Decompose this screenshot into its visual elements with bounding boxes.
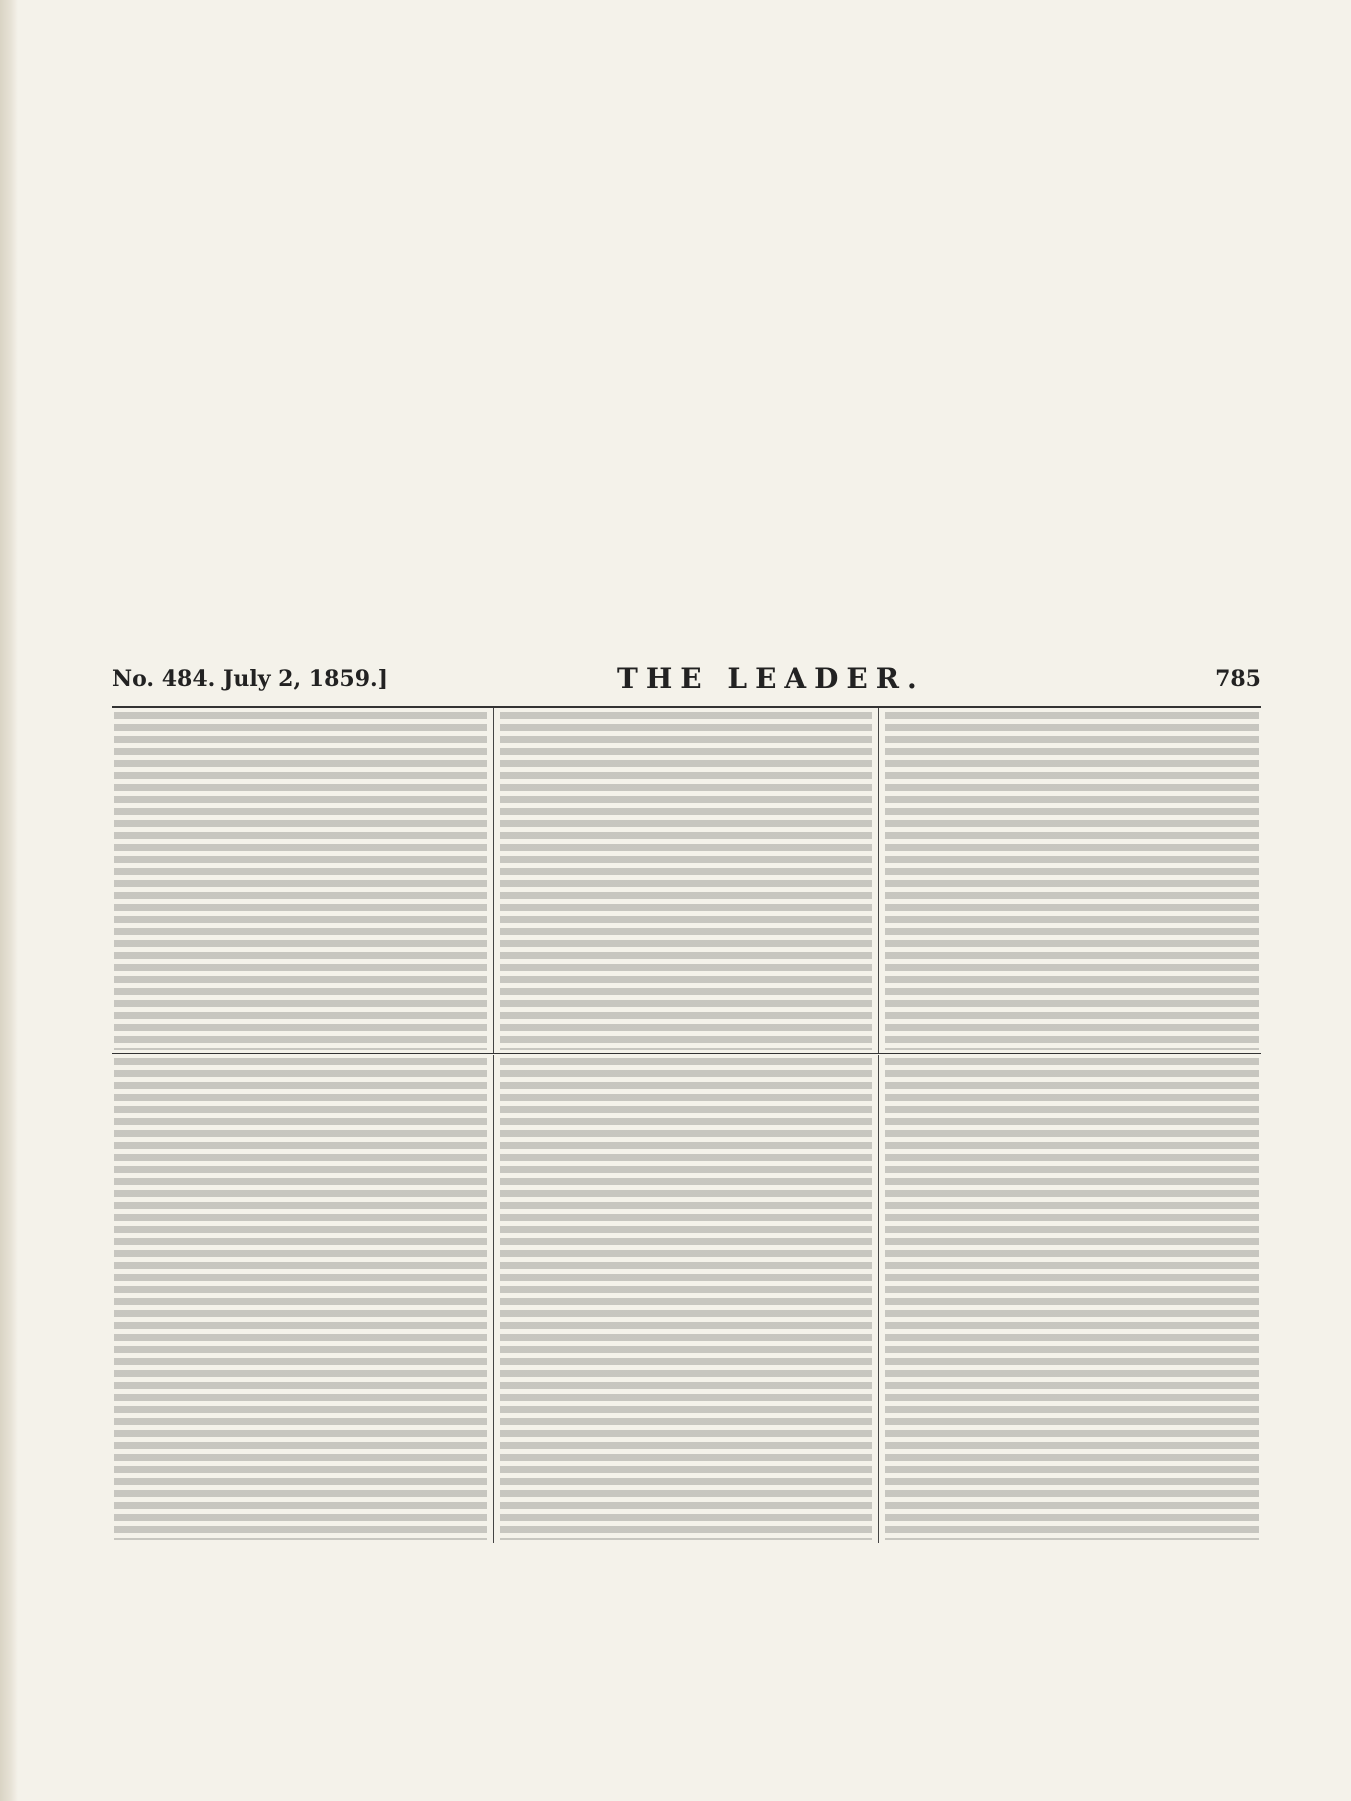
column-rule xyxy=(493,1055,494,1543)
issue-date: No. 484. July 2, 1859.] xyxy=(112,666,389,692)
section-rule xyxy=(112,1053,1261,1054)
column-2-upper xyxy=(500,712,872,1050)
column-rule xyxy=(493,708,494,1053)
column-2-lower xyxy=(500,1058,872,1540)
page-edge-shadow xyxy=(0,0,18,1801)
column-1-lower xyxy=(114,1058,487,1540)
column-3-upper xyxy=(885,712,1259,1050)
column-1-upper xyxy=(114,712,487,1050)
page-number: 785 xyxy=(1215,666,1261,692)
header-rule xyxy=(112,706,1261,708)
column-rule xyxy=(878,708,879,1053)
column-3-lower xyxy=(885,1058,1259,1540)
column-rule xyxy=(878,1055,879,1543)
newspaper-title: THE LEADER. xyxy=(617,662,925,695)
page-header xyxy=(112,660,1261,700)
